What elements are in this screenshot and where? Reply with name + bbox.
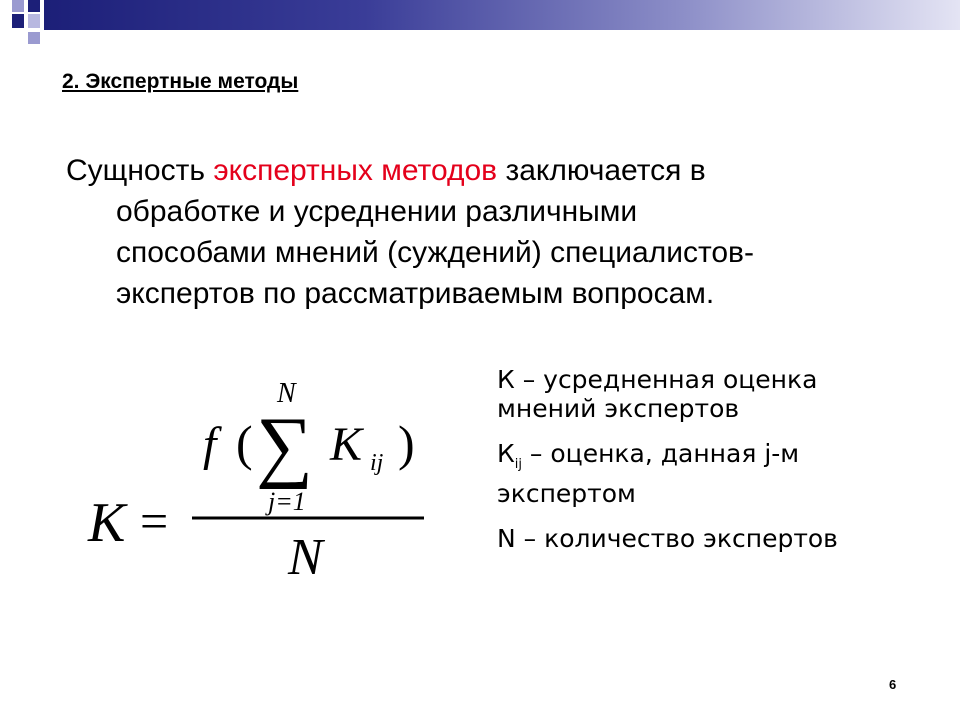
formula <box>0 360 460 590</box>
definition-item <box>497 439 917 508</box>
formula-close-paren: ) <box>398 415 415 471</box>
paragraph-line-3: способами мнений (суждений) специалистов- <box>116 236 754 269</box>
body-paragraph <box>66 150 906 314</box>
corner-square <box>28 32 40 44</box>
formula-denominator: N <box>288 529 323 586</box>
sum-upper-limit: N <box>277 378 296 409</box>
highlighted-term: экспертных методов <box>213 154 498 187</box>
formula-open-paren: ( <box>236 415 253 471</box>
paragraph-text: Сущность <box>66 154 214 187</box>
corner-square <box>28 0 40 12</box>
definition-item: N – количество экспертов <box>497 524 838 553</box>
corner-square <box>28 14 40 28</box>
corner-square <box>0 0 12 12</box>
header-stripe <box>44 0 960 30</box>
corner-square <box>12 32 24 44</box>
definition-text: – оценка, данная j-м экспертом <box>497 439 800 508</box>
corner-square <box>12 14 24 28</box>
formula-term: K <box>330 418 363 471</box>
formula-term-sub: ij <box>370 450 384 476</box>
paragraph-line-2: обработке и усреднении различными <box>116 195 638 228</box>
formula-func: f <box>203 418 217 471</box>
sum-lower-limit: j=1 <box>268 487 306 516</box>
paragraph-line-1 <box>66 150 906 191</box>
page-number: 6 <box>889 677 897 692</box>
corner-square <box>12 0 24 12</box>
formula-equals: = <box>140 493 169 549</box>
definition-symbol: К <box>497 439 515 468</box>
definitions-list <box>497 365 917 569</box>
section-title: 2. Экспертные методы <box>62 70 299 93</box>
definition-item: К – усредненная оценка мнений экспертов <box>497 365 818 423</box>
sum-symbol: ∑ <box>256 402 314 490</box>
definition-subscript: ij <box>514 457 522 472</box>
formula-lhs: K <box>88 492 126 554</box>
paragraph-text: заключается в <box>497 154 706 187</box>
paragraph-line-4: экспертов по рассматриваемым вопросам. <box>116 277 715 310</box>
